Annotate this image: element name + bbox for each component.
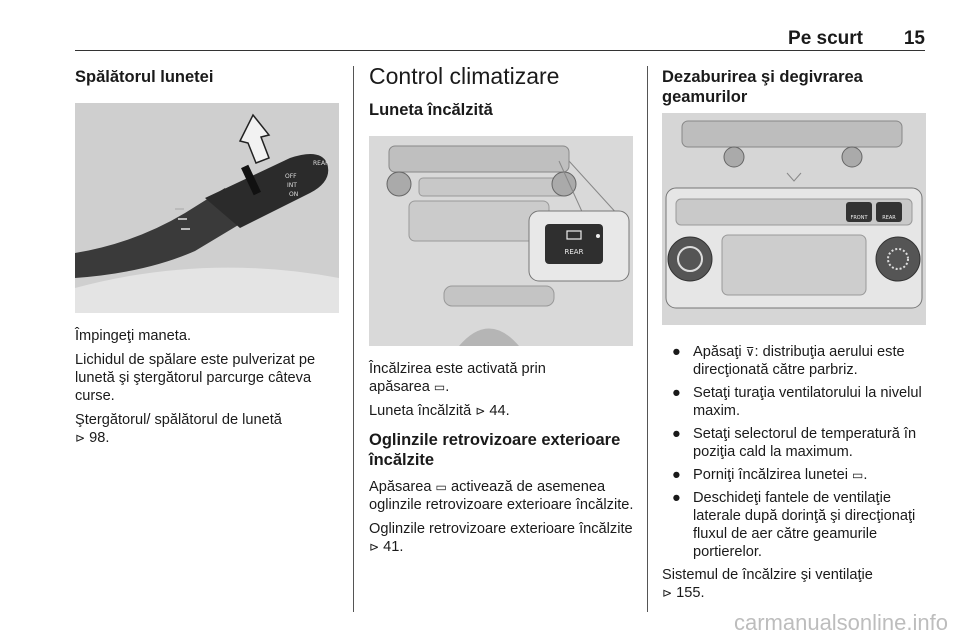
bullet-icon: ● — [672, 426, 681, 442]
heating-reference — [662, 566, 930, 602]
mirrors-ref-text: Oglinzile retrovizoare exterioare încălzite — [369, 521, 633, 537]
activation-text — [369, 360, 637, 396]
mirrors-reference — [369, 520, 637, 556]
ref-arrow-icon: ⊳ — [475, 404, 486, 418]
rear-window-ref-text: Luneta încălzită — [369, 403, 472, 419]
rear-heat-icon: ▭ — [433, 380, 446, 394]
bullet-icon: ● — [672, 344, 681, 360]
wiper-ref-page[interactable]: 98. — [89, 430, 110, 446]
step-text-b: . — [863, 467, 868, 483]
activation-text-b: apăsarea — [369, 379, 430, 395]
mirrors-text — [369, 478, 637, 514]
defrost-steps-list — [662, 343, 930, 561]
activation-text-c: . — [445, 379, 450, 395]
rear-heat-icon: ▭ — [852, 468, 864, 482]
page-header — [75, 28, 925, 50]
mirrors-ref-page[interactable]: 41. — [383, 539, 404, 555]
list-item — [662, 425, 930, 461]
front-button-label: FRONT — [850, 215, 868, 221]
bullet-icon: ● — [672, 385, 681, 401]
section-title: Pe scurt — [788, 28, 863, 49]
bullet-icon: ● — [672, 467, 681, 483]
stalk-label-rear: REAR — [313, 160, 330, 167]
heated-mirrors-heading: Oglinzile retrovizoare exterioare încălzite — [369, 431, 621, 469]
rear-washer-title: Spălătorul lunetei — [75, 68, 214, 86]
stalk-label-on: ON — [289, 191, 299, 198]
washer-description: Lichidul de spălare este pulverizat pe lunetă şi ştergătorul parcurge câteva curse. — [75, 352, 316, 404]
list-item — [662, 489, 930, 561]
step-text: Deschideţi fantele de ventilaţie laterale după dorinţă şi direcţionaţi fluxul de aer către geamurile portierelor. — [693, 490, 916, 560]
page-number: 15 — [903, 28, 925, 49]
step-text: Setaţi turaţia ventilatorului la nivelul maxim. — [693, 385, 922, 419]
rear-button-label: REAR — [882, 215, 896, 221]
wiper-reference — [75, 411, 343, 447]
activation-text-a: Încălzirea este activată prin — [369, 361, 546, 377]
wiper-ref-text: Ştergătorul/ spălătorul de lunetă — [75, 412, 282, 428]
step-text: Setaţi selectorul de temperatură în poziţia cald la maximum. — [693, 426, 917, 460]
mirrors-text-a: Apăsarea — [369, 479, 432, 495]
rear-window-ref-page[interactable]: 44. — [489, 403, 510, 419]
rear-button-label: REAR — [564, 248, 584, 256]
ref-arrow-icon: ⊳ — [75, 431, 86, 445]
climate-panel-illustration — [369, 136, 633, 346]
list-item — [662, 384, 930, 420]
mirrors-text-b: activează de asemenea oglinzile retrovizoare exterioare încălzite. — [369, 479, 634, 513]
step-text-b: : distribuţia aerului este direcţionată către parbriz. — [693, 344, 905, 378]
watermark: carmanualsonline.info — [733, 610, 948, 635]
stalk-label-off: OFF — [285, 173, 297, 180]
defrost-panel-illustration — [662, 113, 926, 325]
heating-ref-text: Sistemul de încălzire şi ventilaţie — [662, 567, 873, 583]
push-lever-text: Împingeţi maneta. — [75, 328, 192, 344]
stalk-label-int: INT — [287, 182, 297, 189]
bullet-icon: ● — [672, 490, 681, 506]
column-defrost — [662, 62, 930, 608]
header-rule — [75, 50, 925, 51]
step-text: Porniţi încălzirea lunetei — [693, 467, 848, 483]
column-rear-washer — [75, 62, 343, 453]
rear-heat-icon: ▭ — [435, 480, 447, 494]
ref-arrow-icon: ⊳ — [369, 540, 380, 554]
ref-arrow-icon: ⊳ — [662, 586, 673, 600]
column-climate-control — [369, 62, 637, 562]
heated-rear-window-subtitle: Luneta încălzită — [369, 101, 493, 119]
heating-ref-page[interactable]: 155. — [676, 585, 705, 601]
defrost-title: Dezaburirea şi degivrarea geamurilor — [662, 68, 863, 106]
step-text: Apăsaţi — [693, 344, 742, 360]
rear-window-reference — [369, 402, 637, 420]
wiper-stalk-illustration — [75, 103, 339, 313]
front-defrost-icon: ⊽ — [745, 345, 755, 359]
climate-control-title: Control climatizare — [369, 63, 560, 89]
column-divider-2 — [647, 66, 648, 612]
column-divider-1 — [353, 66, 354, 612]
list-item — [662, 343, 930, 379]
list-item — [662, 466, 930, 484]
